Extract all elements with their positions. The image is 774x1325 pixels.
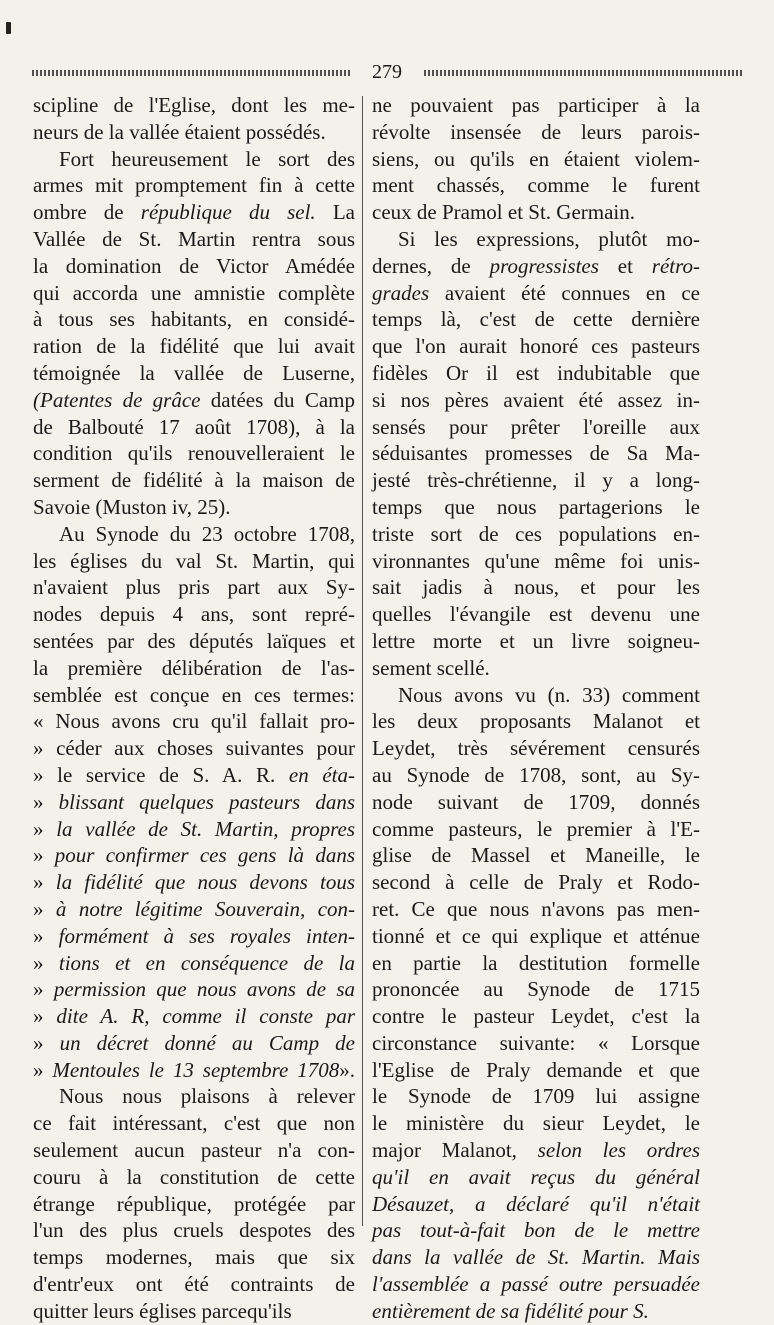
text-line: [33, 92, 355, 119]
italic-text: selon les ordres: [537, 1138, 700, 1163]
text-line: [372, 1083, 700, 1110]
roman-text: sensés pour prêter l'oreille aux: [372, 414, 700, 439]
text-line: [372, 548, 700, 575]
roman-text: ration de la fidélité que lui avait: [33, 334, 355, 359]
roman-text: nodes depuis 4 ans, sont repré-: [33, 602, 355, 627]
text-line: [372, 199, 700, 226]
roman-text: Savoie (Muston iv, 25).: [33, 494, 231, 519]
text-line: [33, 923, 355, 950]
text-line: [33, 1057, 355, 1084]
text-line: [33, 280, 355, 307]
roman-text: »: [33, 789, 59, 814]
text-line: [372, 682, 700, 709]
roman-text: les églises du val St. Martin, qui: [33, 548, 355, 573]
roman-text: » céder aux choses suivantes pour: [33, 736, 355, 761]
roman-text: sait jadis à nous, et pour les: [372, 575, 700, 600]
italic-text: dans la vallée de St. Martin. Mais: [372, 1245, 700, 1270]
ink-mark: [6, 22, 11, 34]
text-line: [33, 253, 355, 280]
italic-text: pour confirmer ces gens là dans: [54, 843, 355, 868]
roman-text: ne pouvaient pas participer à la: [372, 93, 700, 117]
italic-text: (Patentes de grâce: [33, 387, 201, 412]
left-column: [33, 92, 355, 1325]
roman-text: glise de Massel et Maneille, le: [372, 843, 700, 868]
text-line: [372, 842, 700, 869]
roman-text: Leydet, très sévérement censurés: [372, 736, 700, 761]
text-line: [372, 1030, 700, 1057]
roman-text: Nous nous plaisons à relever: [59, 1084, 355, 1109]
italic-text: république du sel.: [140, 200, 316, 225]
roman-text: circonstance suivante: « Lorsque: [372, 1030, 700, 1055]
italic-text: rétro-: [651, 253, 700, 278]
roman-text: qui accorda une amnistie complète: [33, 280, 355, 305]
roman-text: d'entr'eux ont été contraints de: [33, 1272, 355, 1297]
text-line: [33, 1164, 355, 1191]
roman-text: »: [33, 1057, 53, 1082]
roman-text: n'avaient plus pris part aux Sy-: [33, 575, 355, 600]
text-line: [372, 735, 700, 762]
italic-text: qu'il en avait reçus du général: [372, 1164, 700, 1189]
roman-text: temps que nous partagerions le: [372, 494, 700, 519]
roman-text: condition qu'ils renouvelleraient le: [33, 441, 355, 466]
roman-text: seulement aucun pasteur n'a con-: [33, 1138, 355, 1163]
roman-text: scipline de l'Eglise, dont les me-: [33, 93, 355, 117]
text-line: [33, 628, 355, 655]
text-line: [372, 146, 700, 173]
column-divider: [362, 96, 363, 1226]
italic-text: la vallée de St. Martin, propres: [56, 816, 355, 841]
text-line: [372, 1191, 700, 1218]
roman-text: le Synode de 1709 lui assigne: [372, 1084, 700, 1109]
roman-text: l'un des plus cruels despotes des: [33, 1218, 355, 1243]
roman-text: Fort heureusement le sort des: [59, 146, 355, 171]
text-line: [33, 387, 355, 414]
page-number: 279: [372, 61, 402, 83]
roman-text: vironnantes qu'une même foi unis-: [372, 548, 700, 573]
text-line: [33, 1217, 355, 1244]
italic-text: pas tout-à-fait bon de le mettre: [372, 1218, 700, 1243]
roman-text: ce fait intéressant, c'est que non: [33, 1111, 355, 1136]
italic-text: un décret donné au Camp de: [59, 1030, 356, 1055]
roman-text: séduisantes promesses de Sa Ma-: [372, 441, 700, 466]
text-line: [372, 467, 700, 494]
italic-text: permission que nous avons de sa: [53, 977, 356, 1002]
text-line: [33, 682, 355, 709]
roman-text: ».: [339, 1057, 355, 1082]
text-line: [33, 494, 355, 521]
roman-text: à tous ses habitants, en considé-: [33, 307, 355, 332]
text-line: [33, 119, 355, 146]
text-line: [33, 521, 355, 548]
text-line: [33, 976, 355, 1003]
text-line: [372, 976, 700, 1003]
text-line: [33, 414, 355, 441]
roman-text: »: [33, 843, 55, 868]
text-line: [372, 360, 700, 387]
roman-text: couru à la constitution de cette: [33, 1164, 355, 1189]
text-line: [33, 146, 355, 173]
text-line: [372, 306, 700, 333]
text-line: [372, 1003, 700, 1030]
text-line: [33, 306, 355, 333]
text-line: [33, 467, 355, 494]
roman-text: tionné et ce qui explique et atténue: [372, 923, 700, 948]
roman-text: neurs de la vallée étaient possédés.: [33, 119, 326, 144]
text-line: [372, 1110, 700, 1137]
roman-text: lettre morte et un livre soigneu-: [372, 628, 700, 653]
roman-text: dernes, de: [372, 253, 490, 278]
roman-text: quelles l'évangile est devenu une: [372, 602, 700, 627]
roman-text: Au Synode du 23 octobre 1708,: [59, 521, 355, 546]
text-line: [372, 280, 700, 307]
roman-text: les deux proposants Malanot et: [372, 709, 700, 734]
roman-text: fidèles Or il est indubitable que: [372, 360, 700, 385]
roman-text: le ministère du sieur Leydet, le: [372, 1111, 700, 1136]
roman-text: révolte insensée de leurs parois-: [372, 119, 700, 144]
roman-text: prononcée au Synode de 1715: [372, 977, 700, 1002]
text-line: [33, 655, 355, 682]
text-line: [372, 628, 700, 655]
text-line: [372, 762, 700, 789]
italic-text: grades: [372, 280, 430, 305]
text-line: [33, 1191, 355, 1218]
text-line: [372, 92, 700, 119]
text-line: [33, 1298, 355, 1325]
roman-text: temps modernes, mais que six: [33, 1245, 355, 1270]
text-line: [372, 440, 700, 467]
text-line: [372, 253, 700, 280]
text-line: [372, 521, 700, 548]
roman-text: de Balbouté 17 août 1708), à la: [33, 414, 355, 439]
text-line: [33, 199, 355, 226]
text-line: [33, 950, 355, 977]
text-line: [372, 601, 700, 628]
roman-text: »: [33, 1004, 57, 1029]
text-line: [33, 896, 355, 923]
text-line: [33, 360, 355, 387]
text-line: [372, 869, 700, 896]
text-line: [372, 1271, 700, 1298]
text-line: [33, 440, 355, 467]
text-line: [33, 548, 355, 575]
roman-text: comme pasteurs, le premier à l'E-: [372, 816, 700, 841]
roman-text: en partie la destitution formelle: [372, 950, 700, 975]
header-rule-left: [32, 70, 350, 76]
text-line: [33, 816, 355, 843]
text-line: [33, 789, 355, 816]
roman-text: ret. Ce que nous n'avons pas men-: [372, 896, 700, 921]
text-line: [33, 869, 355, 896]
roman-text: » le service de S. A. R.: [33, 762, 289, 787]
header-rule-right: [424, 70, 742, 76]
text-line: [33, 333, 355, 360]
roman-text: »: [33, 870, 56, 895]
text-line: [33, 1083, 355, 1110]
text-line: [33, 172, 355, 199]
roman-text: que l'on aurait honoré ces pasteurs: [372, 334, 700, 359]
roman-text: »: [33, 950, 59, 975]
roman-text: triste sort de ces populations en-: [372, 521, 700, 546]
text-line: [372, 816, 700, 843]
text-line: [372, 1217, 700, 1244]
text-line: [33, 601, 355, 628]
text-line: [372, 387, 700, 414]
italic-text: la fidélité que nous devons tous: [55, 870, 356, 895]
text-line: [33, 735, 355, 762]
roman-text: contre le pasteur Leydet, c'est la: [372, 1004, 700, 1029]
roman-text: étrange république, protégée par: [33, 1191, 355, 1216]
roman-text: ceux de Pramol et St. Germain.: [372, 200, 636, 225]
text-line: [372, 494, 700, 521]
text-line: [372, 708, 700, 735]
text-line: [33, 1271, 355, 1298]
roman-text: jesté très-chrétienne, il y a long-: [372, 468, 700, 493]
text-line: [33, 1137, 355, 1164]
roman-text: »: [33, 896, 56, 921]
text-line: [33, 226, 355, 253]
text-line: [372, 655, 700, 682]
italic-text: blissant quelques pasteurs dans: [58, 789, 356, 814]
roman-text: la domination de Victor Amédée: [33, 253, 355, 278]
text-line: [33, 1003, 355, 1030]
roman-text: sentées par des députés laïques et: [33, 628, 355, 653]
text-line: [372, 1057, 700, 1084]
roman-text: second à celle de Praly et Rodo-: [372, 870, 700, 895]
italic-text: l'assemblée a passé outre persuadée: [372, 1272, 700, 1297]
roman-text: l'Eglise de Praly demande et que: [372, 1057, 700, 1082]
roman-text: et: [598, 253, 652, 278]
text-line: [372, 950, 700, 977]
text-line: [33, 1110, 355, 1137]
text-line: [372, 1298, 700, 1325]
italic-text: Mentoules le 13 septembre 1708: [52, 1057, 340, 1082]
roman-text: major Malanot,: [372, 1138, 538, 1163]
roman-text: ombre de: [33, 200, 141, 225]
italic-text: tions et en conséquence de la: [58, 950, 355, 975]
text-line: [372, 414, 700, 441]
roman-text: ment chassés, comme le furent: [372, 173, 700, 198]
roman-text: quitter leurs églises parcequ'ils: [33, 1298, 292, 1323]
italic-text: dite A. R, comme il conste par: [56, 1004, 356, 1029]
roman-text: »: [33, 977, 54, 1002]
roman-text: »: [33, 923, 59, 948]
text-line: [33, 574, 355, 601]
text-line: [33, 708, 355, 735]
roman-text: « Nous avons cru qu'il fallait pro-: [33, 709, 355, 734]
roman-text: armes mit promptement fin à cette: [33, 173, 355, 198]
text-line: [33, 762, 355, 789]
text-line: [372, 923, 700, 950]
roman-text: semblée est conçue en ces termes:: [33, 682, 355, 707]
text-line: [372, 333, 700, 360]
roman-text: témoignée la vallée de Luserne,: [33, 360, 355, 385]
text-line: [372, 896, 700, 923]
roman-text: »: [33, 1030, 60, 1055]
text-line: [372, 1137, 700, 1164]
roman-text: si nos pères avaient été assez in-: [372, 387, 700, 412]
text-line: [33, 842, 355, 869]
text-line: [33, 1244, 355, 1271]
italic-text: à notre légitime Souverain, con-: [55, 896, 356, 921]
roman-text: sement scellé.: [372, 655, 490, 680]
text-line: [372, 226, 700, 253]
text-line: [372, 1164, 700, 1191]
text-line: [372, 574, 700, 601]
text-line: [33, 1030, 355, 1057]
roman-text: Nous avons vu (n. 33) comment: [398, 682, 700, 707]
roman-text: serment de fidélité à la maison de: [33, 468, 355, 493]
roman-text: siens, ou qu'ils en étaient violem-: [372, 146, 700, 171]
roman-text: datées du Camp: [200, 387, 355, 412]
italic-text: en éta-: [288, 762, 355, 787]
page-header: [32, 58, 742, 86]
roman-text: »: [33, 816, 57, 841]
italic-text: progressistes: [489, 253, 599, 278]
italic-text: entièrement de sa fidélité pour S.: [372, 1298, 649, 1323]
right-column: [372, 92, 700, 1325]
text-line: [372, 172, 700, 199]
italic-text: formément à ses royales inten-: [58, 923, 356, 948]
roman-text: temps là, c'est de cette dernière: [372, 307, 700, 332]
roman-text: Vallée de St. Martin rentra sous: [33, 226, 355, 251]
text-line: [372, 1244, 700, 1271]
text-line: [372, 119, 700, 146]
roman-text: la première délibération de l'as-: [33, 655, 355, 680]
italic-text: Désauzet, a déclaré qu'il n'était: [372, 1191, 700, 1216]
roman-text: La: [315, 200, 355, 225]
roman-text: Si les expressions, plutôt mo-: [398, 226, 700, 251]
roman-text: node suivant de 1709, donnés: [372, 789, 700, 814]
text-line: [372, 789, 700, 816]
roman-text: au Synode de 1708, sont, au Sy-: [372, 762, 700, 787]
roman-text: avaient été connues en ce: [429, 280, 700, 305]
